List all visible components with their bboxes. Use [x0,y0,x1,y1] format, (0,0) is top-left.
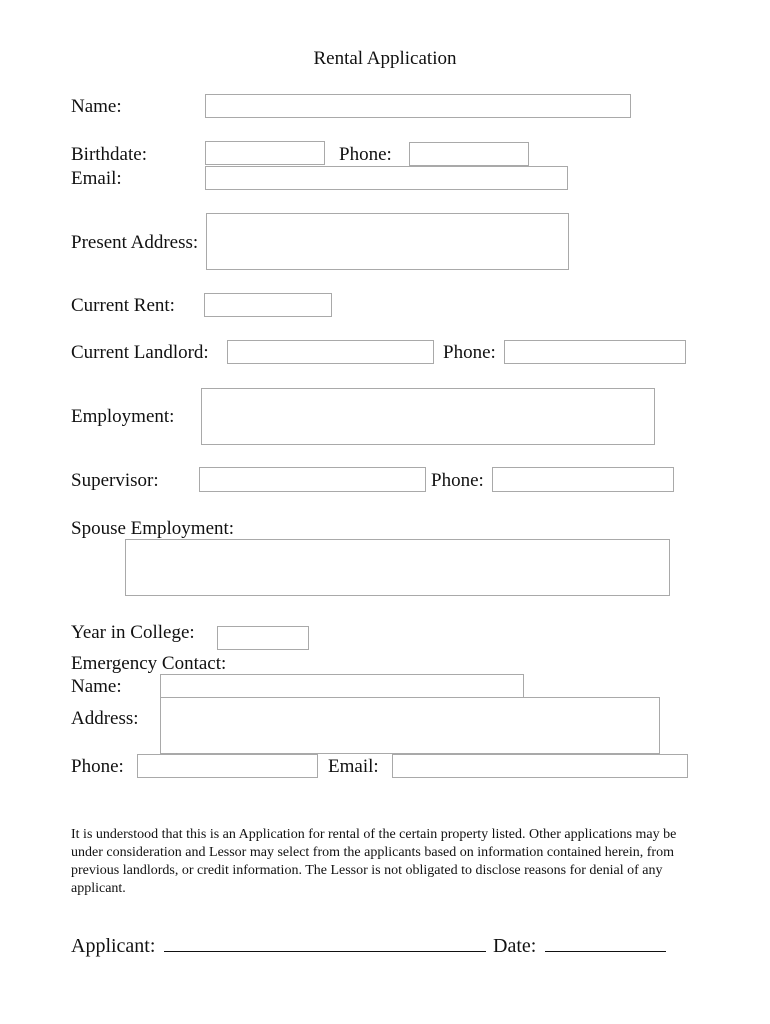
employment-label: Employment: [71,406,175,427]
phone-field[interactable] [409,142,529,166]
year-in-college-field[interactable] [217,626,309,650]
current-landlord-field[interactable] [227,340,434,364]
date-signature-row [493,933,666,958]
email-label: Email: [71,168,122,189]
ec-email-label: Email: [328,756,379,777]
present-address-field[interactable] [206,213,569,270]
spouse-employment-field[interactable] [125,539,670,596]
supervisor-phone-field[interactable] [492,467,674,492]
applicant-label: Applicant: [71,935,156,957]
supervisor-phone-label: Phone: [431,470,484,491]
supervisor-field[interactable] [199,467,426,492]
ec-email-field[interactable] [392,754,688,778]
supervisor-label: Supervisor: [71,470,159,491]
current-landlord-label: Current Landlord: [71,342,209,363]
disclaimer-text: It is understood that this is an Application for rental of the certain property listed. Other applications may be under consideration and Lessor may select from the applicants based on information contained herein, from previous landlords, or credit information. The Lessor is not obligated to disclose reasons for denial of any applicant. [71,827,677,896]
present-address-label: Present Address: [71,232,199,253]
current-rent-field[interactable] [204,293,332,317]
spouse-employment-label: Spouse Employment: [71,518,235,539]
ec-address-label: Address: [71,708,139,729]
date-signature-line[interactable] [545,933,666,952]
birthdate-label: Birthdate: [71,144,147,165]
ec-name-label: Name: [71,676,122,697]
name-field[interactable] [205,94,631,118]
emergency-contact-heading: Emergency Contact: [71,653,227,674]
ec-phone-label: Phone: [71,756,124,777]
landlord-phone-label: Phone: [443,342,496,363]
ec-address-field[interactable] [160,697,660,754]
employment-field[interactable] [201,388,655,445]
landlord-phone-field[interactable] [504,340,686,364]
name-label: Name: [71,96,122,117]
applicant-signature-line[interactable] [164,933,486,952]
ec-phone-field[interactable] [137,754,318,778]
page-title: Rental Application [313,48,457,69]
current-rent-label: Current Rent: [71,295,175,316]
phone-label: Phone: [339,144,392,165]
date-label: Date: [493,935,537,957]
year-in-college-label: Year in College: [71,622,195,643]
applicant-signature-row [71,933,486,958]
email-field[interactable] [205,166,568,190]
ec-name-field[interactable] [160,674,524,698]
birthdate-field[interactable] [205,141,325,165]
